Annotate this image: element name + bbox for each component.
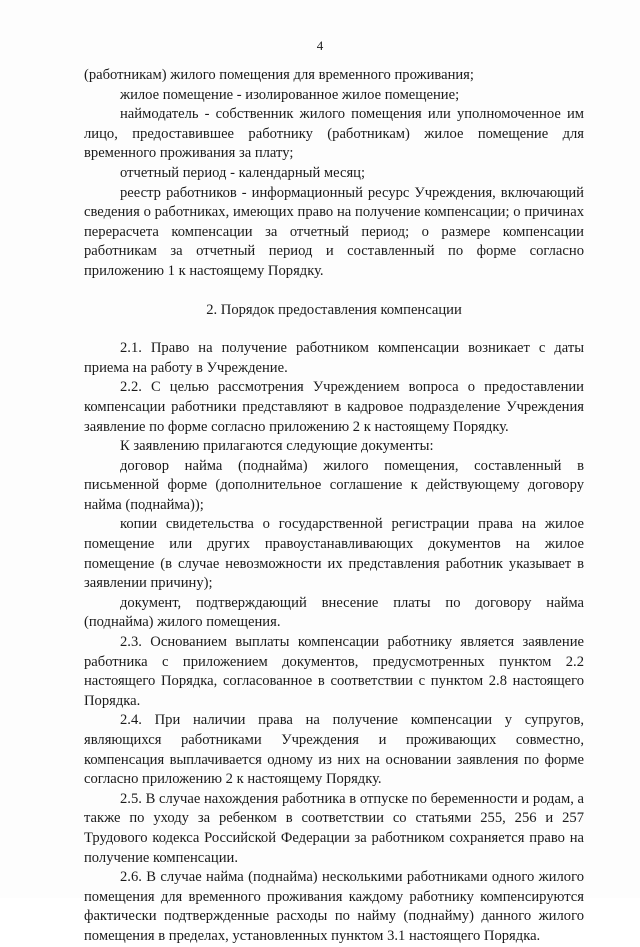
document-body — [84, 66, 584, 947]
paragraph-document-certificate: копии свидетельства о государственной регистрации права на жилое помещение или других правоустанавливающих документов на жилое помещение (в случае невозможности их представления работник указывает в заявлении причину); — [84, 516, 584, 592]
paragraph-definition-registry: реестр работников - информационный ресурс Учреждения, включающий сведения о работниках, имеющих право на получение компенсации; о причинах перерасчета компенсации за отчетный период; о размере компенсации работникам за отчетный период и составленный по форме согласно приложению 1 к настоящему Порядку. — [84, 184, 584, 279]
paragraph-definition-housing: жилое помещение - изолированное жилое помещение; — [120, 86, 460, 103]
paragraph-2-1: 2.1. Право на получение работником компенсации возникает с даты приема на работу в Учреждение. — [84, 340, 584, 376]
paragraph-2-4: 2.4. При наличии права на получение компенсации у супругов, являющихся работниками Учреждения и проживающих совместно, компенсация выплачивается одному из них на основании заявления по форме согласно приложению 2 к настоящему Порядку. — [84, 712, 584, 788]
paragraph-2-5: 2.5. В случае нахождения работника в отпуске по беременности и родам, а также по уходу за ребенком в соответствии со статьями 255, 256 и 257 Трудового кодекса Российской Федерации за работником сохраняется право на получение компенсации. — [84, 790, 584, 866]
paragraph-2-6: 2.6. В случае найма (поднайма) несколькими работниками одного жилого помещения для временного проживания каждому работнику компенсируются фактически подтвержденные расходы по найму (поднайму) данного жилого помещения в пределах, установленных пунктом 3.1 настоящего Порядка. — [84, 869, 584, 944]
paragraph-definition-tail: (работникам) жилого помещения для временного проживания; — [84, 67, 474, 83]
paragraph-2-2: 2.2. С целью рассмотрения Учреждением вопроса о предоставлении компенсации работники представляют в кадровое подразделение Учреждения заявление по форме согласно приложению 2 к настоящему Порядку. — [84, 379, 584, 435]
paragraph-definition-period: отчетный период - календарный месяц; — [120, 164, 366, 181]
section-heading: 2. Порядок предоставления компенсации — [206, 301, 462, 318]
paragraph-2-3: 2.3. Основанием выплаты компенсации работнику является заявление работника с приложением документов, предусмотренных пунктом 2.2 настоящего Порядка, согласованное в соответствии с пунктом 2.8 настоящего Порядка. — [84, 634, 584, 709]
paragraph-document-payment: документ, подтверждающий внесение платы по договору найма (поднайма) жилого помещения. — [84, 594, 584, 631]
paragraph-document-contract: договор найма (поднайма) жилого помещения, составленный в письменной форме (дополнительное соглашение к действующему договору найма (поднайма)); — [84, 457, 584, 513]
page-number: 4 — [316, 38, 324, 53]
paragraph-documents-intro: К заявлению прилагаются следующие документы: — [120, 438, 434, 455]
paragraph-definition-landlord: наймодатель - собственник жилого помещения или уполномоченное им лицо, предоставившее работнику (работникам) жилое помещение для временного проживания за плату; — [84, 106, 584, 162]
